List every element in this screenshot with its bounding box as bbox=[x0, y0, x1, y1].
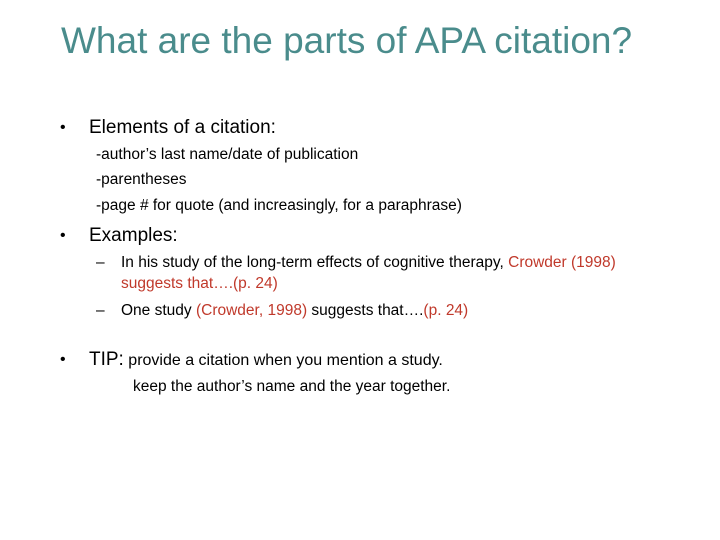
element-line-parentheses: -parentheses bbox=[96, 171, 187, 188]
element-line-author: -author’s last name/date of publication bbox=[96, 146, 359, 163]
example-item-2-text bbox=[121, 300, 656, 321]
example-item-1-citation: Crowder (1998) suggests that….(p. 24) bbox=[121, 254, 616, 292]
example-item-2 bbox=[96, 300, 656, 321]
bullet-elements bbox=[60, 116, 276, 140]
tip-text: provide a citation when you mention a study. bbox=[123, 352, 443, 369]
bullet-tip bbox=[60, 348, 443, 373]
example-item-2-plain: One study bbox=[121, 302, 196, 319]
bullet-label-examples: Examples: bbox=[89, 225, 178, 246]
example-item-2-after: suggests that…. bbox=[307, 302, 424, 319]
example-item-2-page: (p. 24) bbox=[423, 302, 469, 319]
dash-marker: – bbox=[96, 302, 105, 319]
bullet-examples bbox=[60, 224, 178, 248]
bullet-label-tip: TIP: bbox=[89, 349, 124, 370]
bullet-marker: • bbox=[60, 119, 66, 136]
element-line-page: -page # for quote (and increasingly, for a paraphrase) bbox=[96, 197, 462, 214]
bullet-marker: • bbox=[60, 227, 66, 244]
tip-line-2: keep the author’s name and the year together. bbox=[133, 378, 451, 395]
bullet-label-elements: Elements of a citation: bbox=[89, 117, 276, 138]
example-item-2-citation: (Crowder, 1998) bbox=[195, 302, 308, 319]
bullet-marker: • bbox=[60, 351, 66, 368]
dash-marker: – bbox=[96, 254, 105, 271]
example-item-1-text bbox=[121, 252, 656, 294]
example-item-1-plain: In his study of the long-term effects of cognitive therapy, bbox=[121, 254, 509, 271]
example-item-1 bbox=[96, 252, 656, 294]
slide-title: What are the parts of APA citation? bbox=[61, 20, 633, 61]
